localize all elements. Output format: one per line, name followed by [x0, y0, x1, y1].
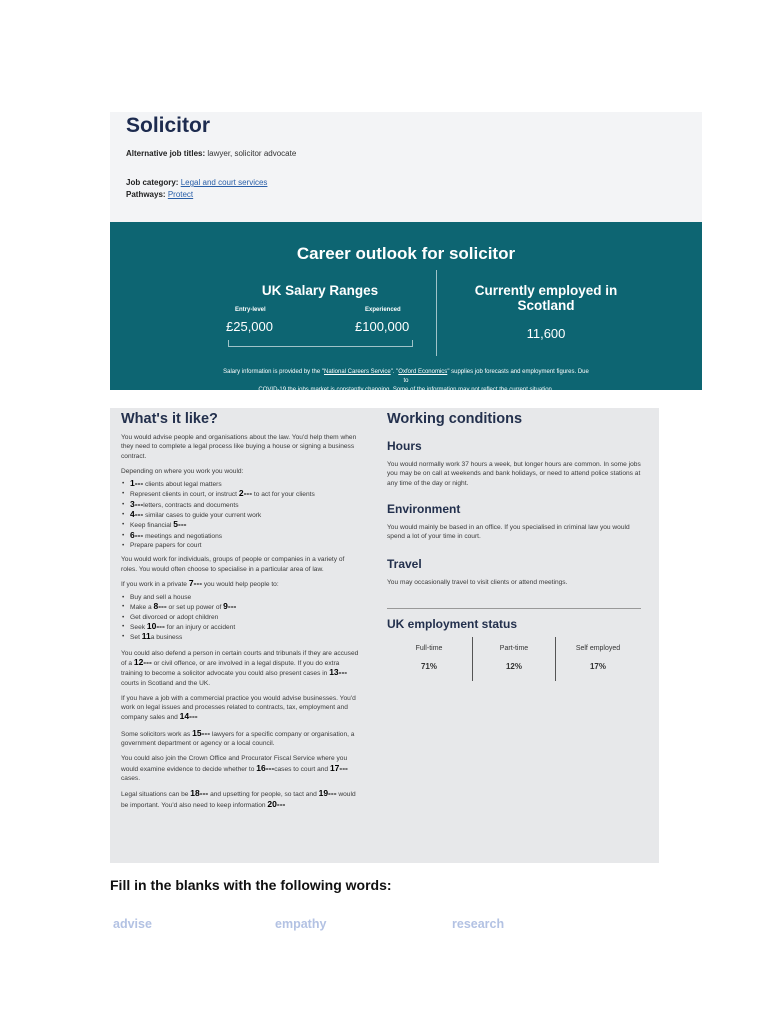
- work-for-paragraph: You would work for individuals, groups of people or companies in a variety of roles. You would often choose to specialise in a particular area of law.: [121, 556, 345, 573]
- employed-value: 11,600: [526, 326, 566, 341]
- selfemployed-label: Self employed: [575, 645, 621, 652]
- selfemployed-value: 17%: [589, 662, 606, 671]
- list-item: • Seek 10--- for an injury or accident: [130, 622, 361, 632]
- employed-title: Currently employed in Scotland: [474, 283, 618, 313]
- skills-paragraph: Legal situations can be 18--- and upsetting for people, so tact and 19--- would be important. You'd also need to keep information 20---: [121, 788, 356, 809]
- depending-paragraph: Depending on where you work you would:: [121, 467, 244, 475]
- parttime-label: Part-time: [499, 645, 529, 652]
- hours-heading: Hours: [387, 439, 422, 453]
- duties-list: [121, 479, 361, 550]
- list-item: • Make a 8--- or set up power of 9---: [130, 602, 361, 612]
- entry-level-value: £25,000: [226, 319, 273, 334]
- fulltime-label: Full-time: [415, 645, 443, 652]
- whats-it-like-section: [121, 411, 361, 810]
- experienced-label: Experienced: [365, 307, 401, 313]
- word-bank-item: empathy: [275, 917, 327, 931]
- hours-text: You would normally work 37 hours a week, but longer hours are common. In some jobs you may be on call at weekends and bank holidays, or need to attend police stations at any time of the day or night.: [387, 461, 641, 487]
- list-item: • Buy and sell a house: [130, 593, 361, 602]
- working-conditions-heading: Working conditions: [387, 411, 523, 427]
- ncs-link[interactable]: National Careers Service: [323, 369, 391, 375]
- list-item: • 3---letters, contracts and documents: [130, 500, 361, 510]
- oxford-link[interactable]: Oxford Economics: [398, 369, 448, 375]
- pathways-link[interactable]: Protect: [167, 190, 194, 199]
- travel-text: You may occasionally travel to visit clients or attend meetings.: [387, 579, 568, 587]
- status-divider: [472, 637, 473, 681]
- whats-it-like-heading: What's it like?: [121, 411, 218, 427]
- environment-heading: Environment: [387, 501, 461, 516]
- category-link[interactable]: Legal and court services: [180, 178, 268, 187]
- list-item: • 1--- clients about legal matters: [130, 479, 361, 489]
- fulltime-value: 71%: [420, 662, 437, 671]
- crown-office-paragraph: You could also join the Crown Office and Procurator Fiscal Service where you would examine evidence to decide whether to 16---cases to court and 17--- cases.: [121, 755, 348, 782]
- list-item: • Prepare papers for court: [130, 541, 361, 550]
- list-item: • Set 11a business: [130, 632, 361, 642]
- outlook-divider: [436, 270, 437, 356]
- salary-title: UK Salary Ranges: [261, 283, 379, 298]
- list-item: • Get divorced or adopt children: [130, 613, 361, 622]
- list-item: • 4--- similar cases to guide your current work: [130, 510, 361, 520]
- commercial-paragraph: If you have a job with a commercial practice you would advise businesses. You'd work on legal issues and processes related to contracts, tax, employment and company sales and 14---: [121, 694, 356, 722]
- page-title: Solicitor: [126, 114, 211, 137]
- parttime-value: 12%: [505, 662, 522, 671]
- private-paragraph: If you work in a private 7--- you would help people to:: [121, 577, 279, 588]
- job-category: Job category: Legal and court services: [126, 178, 268, 187]
- list-item: • Represent clients in court, or instruct 2--- to act for your clients: [130, 489, 361, 499]
- list-item: • 6--- meetings and negotiations: [130, 531, 361, 541]
- status-divider: [555, 637, 556, 681]
- intro-paragraph: You would advise people and organisations about the law. You'd help them when they need to complete a legal process like buying a house or signing a business contract.: [121, 434, 357, 460]
- pathways: Pathways: Protect: [126, 190, 194, 199]
- list-item: • Keep financial 5---: [130, 520, 361, 530]
- working-conditions-section: [387, 411, 641, 588]
- data-source-note: Salary information is provided by the "National Careers Service". "Oxford Economics" supplies job forecasts and employment figures. Due to COVID-19 the jobs market is constantly changing. Some of the information may not reflect the current situation.: [223, 369, 589, 393]
- word-bank-item: research: [452, 917, 505, 931]
- salary-range-bar: [228, 340, 413, 347]
- alt-titles: Alternative job titles: lawyer, solicitor advocate: [126, 149, 297, 158]
- exercise-instructions: Fill in the blanks with the following words:: [110, 877, 392, 893]
- in-house-paragraph: Some solicitors work as 15--- lawyers for a specific company or organisation, a government department or agency or a local council.: [121, 727, 355, 748]
- defend-paragraph: You could also defend a person in certain courts and tribunals if they are accused of a 12--- or civil offence, or are involved in a legal dispute. If you do extra training to become a solicitor advocate you could also present cases in 13---courts in Scotland and the UK.: [121, 649, 359, 687]
- outlook-title: Career outlook for solicitor: [296, 244, 516, 263]
- word-bank-item: advise: [113, 917, 152, 931]
- employment-status-heading: UK employment status: [387, 617, 518, 631]
- private-list: [121, 593, 361, 642]
- career-outlook-panel: [110, 222, 702, 393]
- travel-heading: Travel: [387, 557, 422, 572]
- experienced-value: £100,000: [355, 319, 410, 334]
- job-details: [110, 408, 659, 863]
- environment-text: You would mainly be based in an office. If you specialised in criminal law you would spend a lot of your time in court.: [387, 523, 630, 541]
- entry-level-label: Entry-level: [235, 307, 266, 313]
- section-divider: [387, 608, 641, 609]
